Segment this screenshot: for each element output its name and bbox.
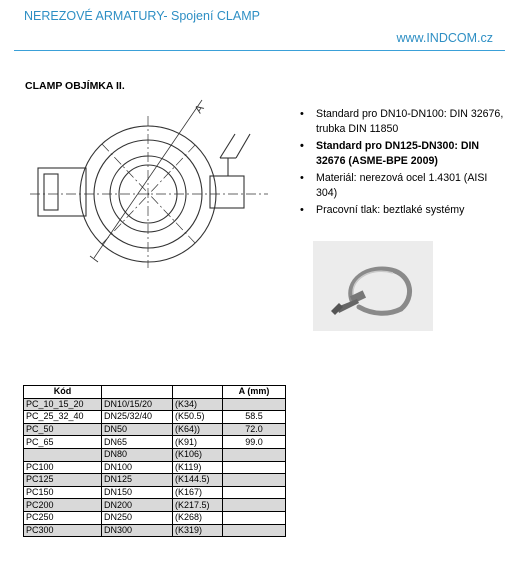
cell-dn: DN25/32/40	[102, 411, 173, 424]
cell-a	[223, 499, 286, 512]
header-divider	[14, 50, 505, 51]
cell-a: 99.0	[223, 436, 286, 449]
cell-kod: PC300	[24, 524, 102, 537]
cell-dn: DN65	[102, 436, 173, 449]
clamp-product-photo	[313, 241, 433, 331]
cell-a	[223, 486, 286, 499]
cell-dn: DN300	[102, 524, 173, 537]
cell-a	[223, 461, 286, 474]
table-row	[24, 461, 286, 474]
cell-dn: DN80	[102, 448, 173, 461]
cell-kod: PC150	[24, 486, 102, 499]
cell-dn: DN125	[102, 474, 173, 487]
spec-list	[296, 107, 506, 220]
cell-a	[223, 511, 286, 524]
table-row	[24, 448, 286, 461]
cell-k: (K106)	[173, 448, 223, 461]
cell-k: (K91)	[173, 436, 223, 449]
col-header-dn	[102, 386, 173, 399]
dimension-a-label: A	[192, 102, 207, 116]
cell-dn: DN10/15/20	[102, 398, 173, 411]
table-row	[24, 474, 286, 487]
cell-a	[223, 474, 286, 487]
table-row	[24, 499, 286, 512]
table-row	[24, 511, 286, 524]
table-row	[24, 486, 286, 499]
page-title: NEREZOVÉ ARMATURY- Spojení CLAMP	[24, 9, 260, 23]
section-title: CLAMP OBJÍMKA II.	[25, 80, 125, 92]
cell-k: (K64))	[173, 423, 223, 436]
cell-dn: DN50	[102, 423, 173, 436]
table-header-row	[24, 386, 286, 399]
cell-k: (K319)	[173, 524, 223, 537]
table-row	[24, 436, 286, 449]
clamp-technical-drawing	[20, 96, 280, 271]
cell-k: (K217.5)	[173, 499, 223, 512]
cell-kod: PC200	[24, 499, 102, 512]
spec-item-standard-small: • Standard pro DN10-DN100: DIN 32676, trubka DIN 11850	[296, 107, 506, 137]
cell-dn: DN150	[102, 486, 173, 499]
cell-kod: PC_10_15_20	[24, 398, 102, 411]
col-header-a: A (mm)	[223, 386, 286, 399]
cell-kod	[24, 448, 102, 461]
clamp-size-table	[23, 385, 286, 537]
cell-kod: PC250	[24, 511, 102, 524]
table-row	[24, 423, 286, 436]
table-row	[24, 398, 286, 411]
cell-a	[223, 448, 286, 461]
cell-dn: DN250	[102, 511, 173, 524]
col-header-kod: Kód	[24, 386, 102, 399]
cell-k: (K268)	[173, 511, 223, 524]
cell-dn: DN200	[102, 499, 173, 512]
cell-kod: PC_50	[24, 423, 102, 436]
cell-a: 72.0	[223, 423, 286, 436]
cell-k: (K144.5)	[173, 474, 223, 487]
cell-a	[223, 524, 286, 537]
spec-item-pressure: • Pracovní tlak: beztlaké systémy	[296, 203, 506, 218]
cell-k: (K34)	[173, 398, 223, 411]
cell-kod: PC_65	[24, 436, 102, 449]
cell-dn: DN100	[102, 461, 173, 474]
cell-k: (K50.5)	[173, 411, 223, 424]
col-header-k	[173, 386, 223, 399]
table-row	[24, 524, 286, 537]
hinge-pin	[44, 174, 58, 210]
hinge-block	[38, 168, 86, 216]
cell-k: (K167)	[173, 486, 223, 499]
cell-a: 58.5	[223, 411, 286, 424]
spec-item-material: • Materiál: nerezová ocel 1.4301 (AISI 304)	[296, 171, 506, 201]
table-row	[24, 411, 286, 424]
website-link[interactable]: www.INDCOM.cz	[396, 31, 493, 45]
cell-kod: PC_25_32_40	[24, 411, 102, 424]
cell-k: (K119)	[173, 461, 223, 474]
cell-a	[223, 398, 286, 411]
spec-item-standard-large: • Standard pro DN125-DN300: DIN 32676 (ASME-BPE 2009)	[296, 139, 506, 169]
cell-kod: PC100	[24, 461, 102, 474]
cell-kod: PC125	[24, 474, 102, 487]
